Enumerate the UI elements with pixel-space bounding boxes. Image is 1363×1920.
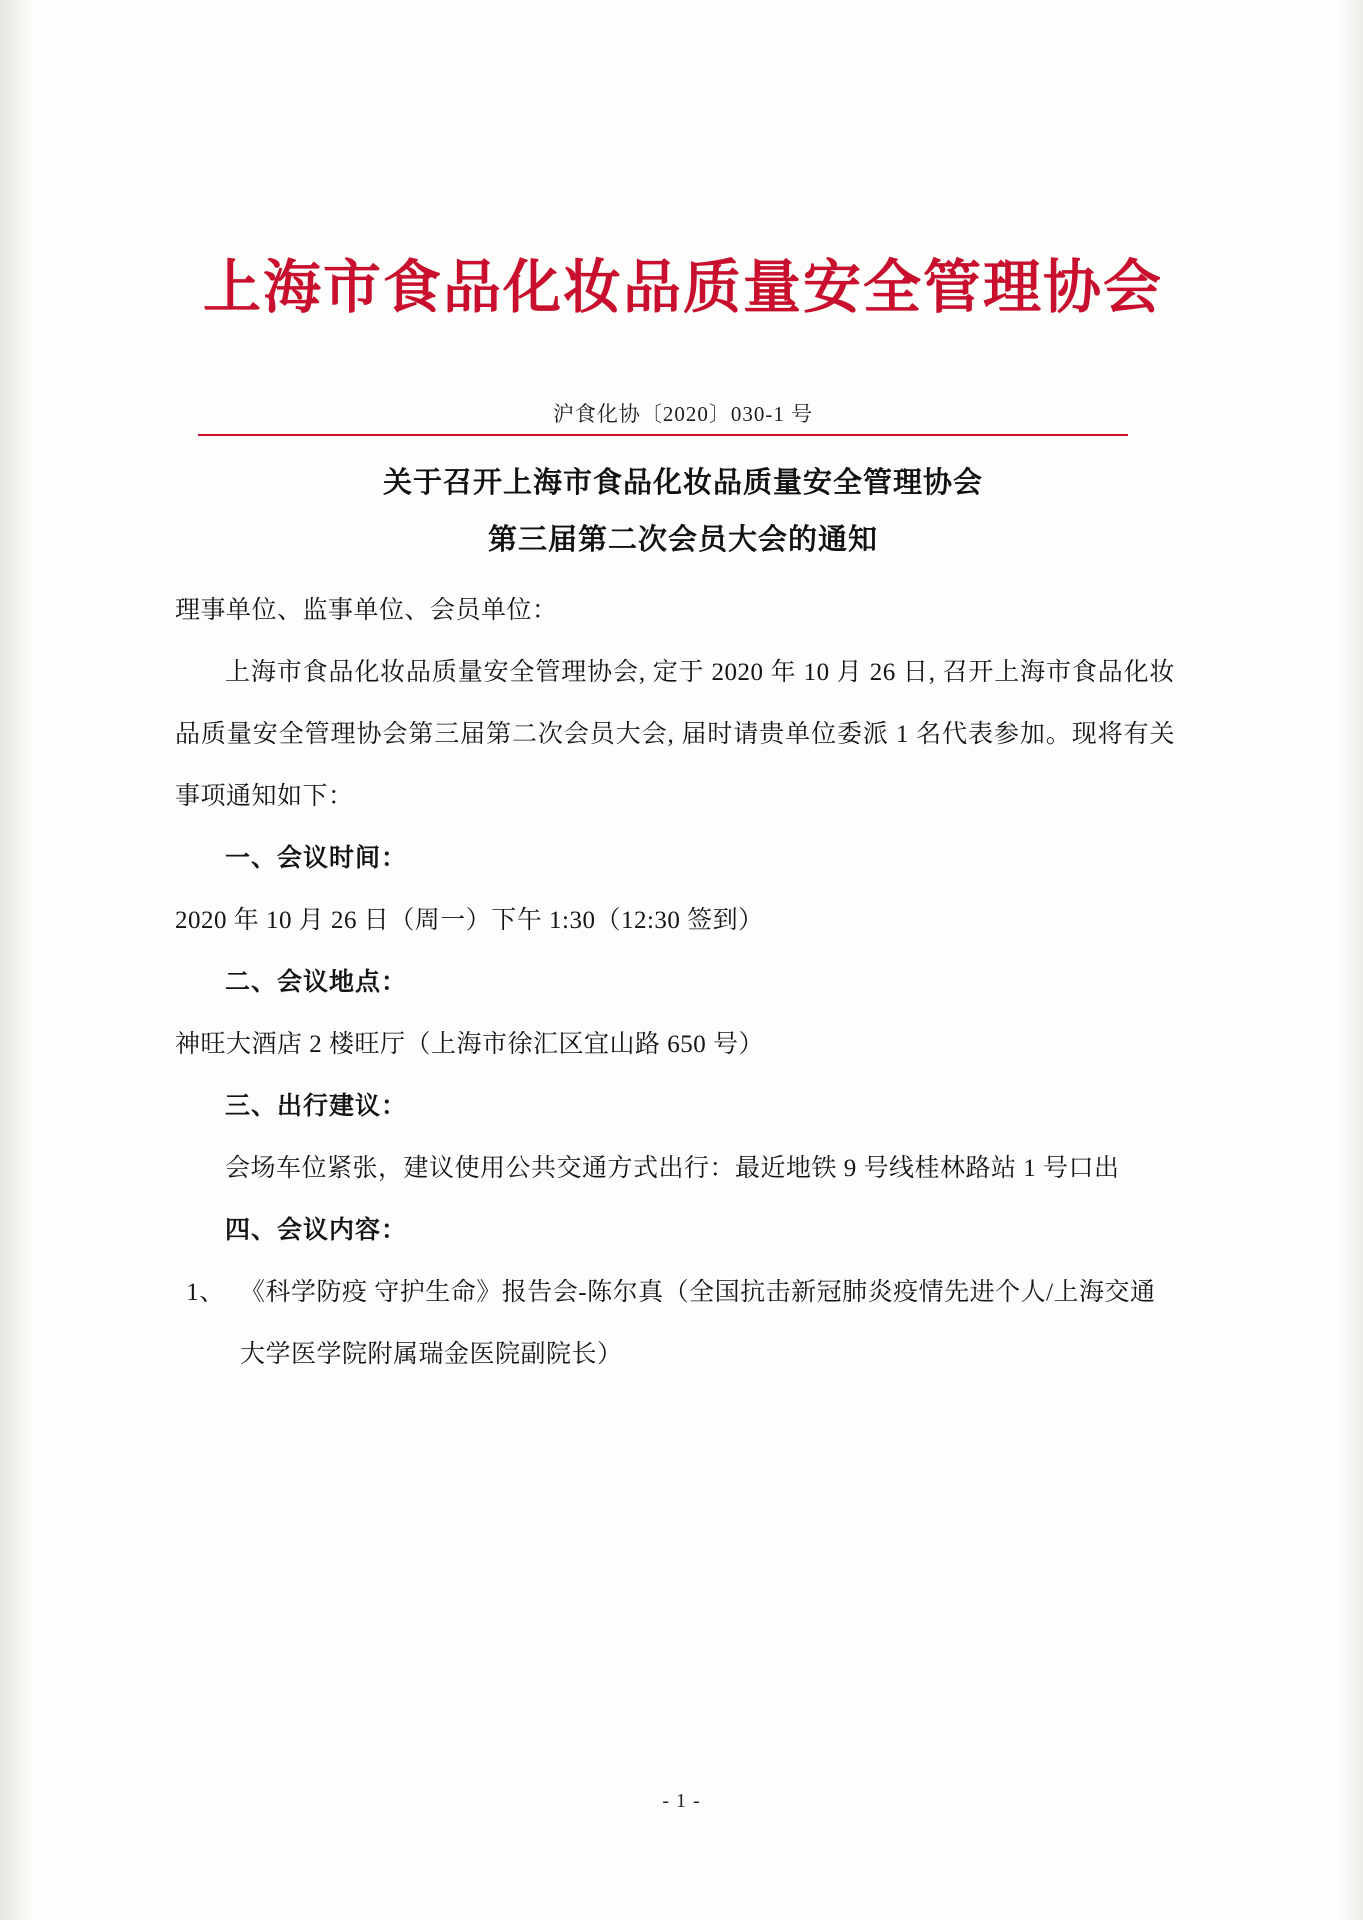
section-heading-travel-advice: 三、出行建议： (225, 1093, 408, 1120)
list-item (175, 1262, 1175, 1386)
section-heading-meeting-time: 一、会议时间： (225, 845, 408, 872)
document-number: 沪食化协〔2020〕030-1 号 (552, 402, 814, 426)
section-heading-meeting-content: 四、会议内容： (225, 1217, 408, 1244)
list-item-text: 《科学防疫 守护生命》报告会-陈尔真（全国抗击新冠肺炎疫情先进个人/上海交通大学医学院附属瑞金医院副院长） (240, 1279, 1156, 1368)
list-item-number: 1、 (186, 1279, 225, 1306)
section-text-travel-advice: 会场车位紧张，建议使用公共交通方式出行：最近地铁 9 号线桂林路站 1 号口出 (225, 1155, 1120, 1182)
organization-title: 上海市食品化妆品质量安全管理协会 (202, 253, 1163, 321)
notice-title-line-2: 第三届第二次会员大会的通知 (487, 524, 878, 556)
section-text-meeting-place: 神旺大酒店 2 楼旺厅（上海市徐汇区宜山路 650 号） (175, 1031, 765, 1058)
document-content (150, 0, 1215, 1920)
section-heading-meeting-place: 二、会议地点： (225, 969, 408, 996)
salutation: 理事单位、监事单位、会员单位： (175, 597, 558, 624)
intro-paragraph: 上海市食品化妆品质量安全管理协会, 定于 2020 年 10 月 26 日, 召开上海市食品化妆品质量安全管理协会第三届第二次会员大会, 届时请贵单位委派 1 名代表参加。现将有关事项通知如下： (175, 659, 1175, 810)
document-body (175, 580, 1175, 1386)
section-text-meeting-time: 2020 年 10 月 26 日（周一）下午 1:30（12:30 签到） (175, 907, 764, 934)
red-divider-rule (198, 434, 1128, 436)
notice-title-line-1: 关于召开上海市食品化妆品质量安全管理协会 (382, 467, 983, 499)
page-number: - 1 - (662, 1790, 701, 1812)
